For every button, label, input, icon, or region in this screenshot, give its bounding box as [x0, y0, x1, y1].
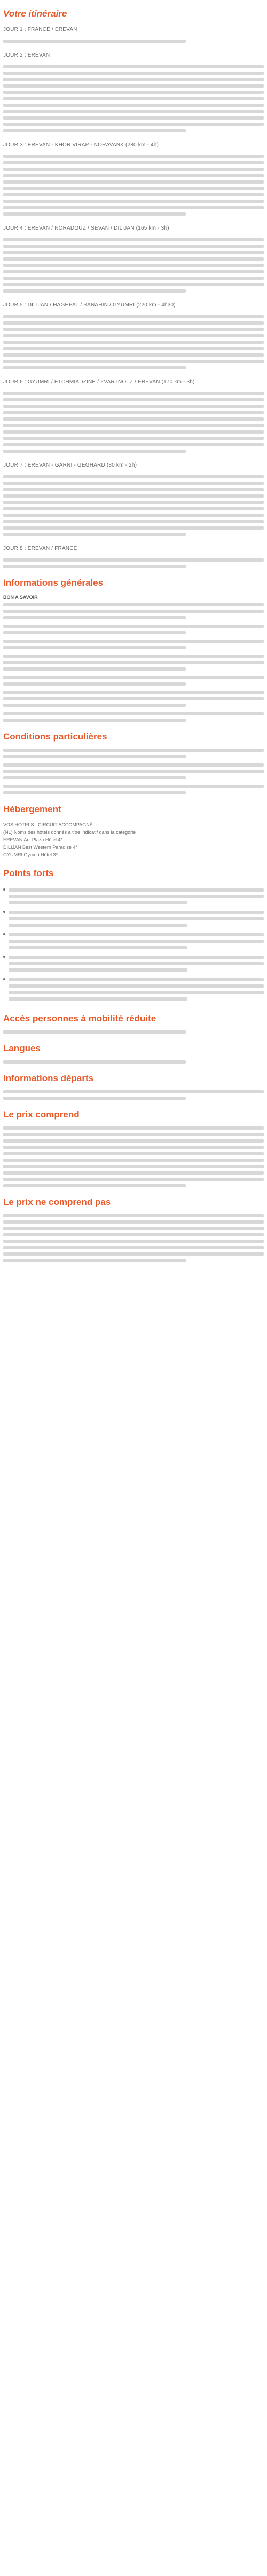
hotel-line: (NL) Noms des hôtels donnés à titre indicatif dans la catégorie	[3, 830, 136, 835]
description-line	[3, 526, 264, 530]
description-line	[3, 411, 264, 414]
text-line	[3, 1060, 186, 1064]
description-line	[3, 270, 264, 273]
description-line	[3, 174, 264, 177]
accessibility-text	[3, 1030, 264, 1034]
text-line	[3, 682, 186, 686]
bullet-icon	[3, 956, 5, 958]
bullet-icon	[3, 911, 5, 913]
text-line	[3, 1159, 264, 1162]
text-line	[9, 956, 264, 959]
general-info-paragraph	[3, 655, 264, 671]
description-line	[3, 450, 186, 453]
text-line	[3, 770, 264, 773]
page	[0, 0, 267, 1270]
text-line	[9, 924, 187, 927]
description-line	[3, 97, 264, 100]
description-line	[3, 72, 264, 75]
itinerary-day	[3, 546, 264, 568]
text-line	[3, 712, 264, 715]
description-line	[3, 341, 264, 344]
departures-text	[3, 1090, 264, 1100]
text-line	[9, 933, 264, 936]
conditions-paragraph	[3, 763, 264, 779]
text-line	[9, 991, 264, 994]
description-line	[3, 257, 264, 261]
bullet-icon	[3, 888, 5, 891]
text-line	[3, 749, 264, 752]
description-line	[3, 40, 186, 43]
day-description	[3, 238, 264, 293]
description-line	[3, 129, 186, 132]
conditions-paragraph	[3, 785, 264, 794]
languages-text	[3, 1060, 264, 1064]
text-line	[9, 917, 264, 920]
text-line	[9, 997, 187, 1001]
point-fort-item	[3, 975, 264, 1004]
text-line	[3, 1171, 264, 1175]
day-title: JOUR 1 : FRANCE / EREVAN	[3, 27, 77, 33]
hotel-line: GYUMRI Gyumri Hôtel 3*	[3, 852, 58, 857]
general-info-paragraph	[3, 712, 264, 722]
bullet-icon	[3, 933, 5, 935]
text-line	[9, 946, 187, 949]
description-line	[3, 443, 264, 446]
itinerary-day	[3, 225, 264, 293]
description-line	[3, 328, 264, 331]
description-line	[3, 565, 186, 568]
text-line	[9, 984, 264, 988]
itinerary-title: Votre itinéraire	[3, 9, 67, 19]
hebergement-title: Hébergement	[3, 804, 61, 814]
day-title: JOUR 4 : EREVAN / NORADOUZ / SEVAN / DILIJAN (165 km - 3h)	[3, 225, 169, 231]
price-includes-title: Le prix comprend	[3, 1109, 80, 1120]
accessibility-title: Accès personnes à mobilité réduite	[3, 1013, 156, 1023]
text-line	[9, 968, 187, 972]
description-line	[3, 321, 264, 325]
text-line	[3, 1133, 264, 1136]
hotel-line: EREVAN Ani Plaza Hôtel 4*	[3, 837, 62, 842]
text-line	[3, 1246, 264, 1249]
day-description	[3, 558, 264, 568]
text-line	[3, 755, 186, 758]
point-fort-item	[3, 908, 264, 930]
text-line	[3, 1139, 264, 1143]
points-forts-list	[3, 885, 264, 1004]
info-section	[3, 578, 264, 1262]
text-line	[3, 1030, 186, 1034]
hotel-line: VOS HOTELS : CIRCUIT ACCOMPAGNÉ	[3, 822, 93, 828]
description-line	[3, 283, 264, 286]
text-line	[3, 719, 186, 722]
point-fort-text	[9, 885, 264, 908]
text-line	[9, 901, 187, 904]
text-line	[9, 940, 264, 943]
text-line	[3, 1184, 186, 1187]
text-line	[3, 1126, 264, 1130]
point-fort-item	[3, 952, 264, 975]
description-line	[3, 353, 264, 357]
description-line	[3, 91, 264, 94]
description-line	[3, 417, 264, 421]
itinerary-days	[3, 27, 264, 568]
day-description	[3, 65, 264, 132]
text-line	[3, 1220, 264, 1224]
text-line	[3, 610, 264, 613]
text-line	[3, 667, 186, 671]
day-description	[3, 155, 264, 216]
general-info-paragraph	[3, 625, 264, 634]
description-line	[3, 65, 264, 68]
point-fort-text	[9, 952, 264, 975]
text-line	[3, 785, 264, 788]
description-line	[3, 475, 264, 478]
text-line	[3, 1227, 264, 1230]
day-description	[3, 392, 264, 453]
text-line	[3, 1097, 186, 1100]
text-line	[3, 1146, 264, 1149]
description-line	[3, 507, 264, 510]
description-line	[3, 488, 264, 491]
price-excludes-title: Le prix ne comprend pas	[3, 1197, 111, 1207]
description-line	[3, 264, 264, 267]
bon-a-savoir-label: BON A SAVOIR	[3, 595, 38, 600]
description-line	[3, 78, 264, 81]
day-title: JOUR 3 : EREVAN - KHOR VIRAP - NORAVANK (280 km - 4h)	[3, 142, 159, 148]
general-info-paragraph	[3, 691, 264, 707]
description-line	[3, 347, 264, 350]
point-fort-text	[9, 908, 264, 930]
bullet-icon	[3, 978, 5, 980]
price-includes-list	[3, 1126, 264, 1187]
general-info-paragraph	[3, 640, 264, 649]
languages-title: Langues	[3, 1043, 41, 1053]
description-line	[3, 392, 264, 395]
text-line	[3, 1090, 264, 1093]
departures-title: Informations départs	[3, 1073, 94, 1083]
description-line	[3, 558, 264, 562]
description-line	[3, 289, 186, 293]
description-line	[3, 520, 264, 523]
text-line	[9, 978, 264, 981]
description-line	[3, 200, 264, 203]
description-line	[3, 366, 186, 369]
description-line	[3, 212, 186, 216]
description-line	[3, 123, 264, 126]
description-line	[3, 277, 264, 280]
text-line	[3, 1214, 264, 1217]
day-description	[3, 40, 264, 43]
description-line	[3, 206, 264, 209]
text-line	[3, 691, 264, 694]
text-line	[3, 631, 186, 634]
text-line	[3, 676, 264, 679]
point-fort-item	[3, 885, 264, 908]
text-line	[3, 1165, 264, 1168]
text-line	[3, 1240, 264, 1243]
text-line	[3, 646, 186, 649]
description-line	[3, 245, 264, 248]
description-line	[3, 193, 264, 196]
text-line	[3, 655, 264, 658]
description-line	[3, 161, 264, 164]
description-line	[3, 437, 264, 440]
description-line	[3, 494, 264, 498]
text-line	[3, 763, 264, 767]
general-info-title: Informations générales	[3, 578, 104, 588]
description-line	[3, 116, 264, 120]
itinerary-day	[3, 302, 264, 369]
day-title: JOUR 8 : EREVAN / FRANCE	[3, 546, 77, 552]
point-fort-text	[9, 930, 264, 952]
day-title: JOUR 2 : EREVAN	[3, 52, 50, 58]
text-line	[3, 640, 264, 643]
itinerary-day	[3, 142, 264, 216]
hebergement-list	[3, 821, 264, 858]
day-title: JOUR 5 : DILIJAN / HAGHPAT / SANAHIN / GYUMRI (220 km - 4h30)	[3, 302, 176, 308]
text-line	[3, 1252, 264, 1256]
text-line	[3, 625, 264, 628]
description-line	[3, 238, 264, 241]
text-line	[3, 697, 264, 700]
description-line	[3, 405, 264, 408]
general-info-paragraph	[3, 603, 264, 619]
general-info-paragraph	[3, 676, 264, 686]
text-line	[3, 1152, 264, 1155]
day-title: JOUR 6 : GYUMRI / ETCHMIADZINE / ZVARTNOTZ / EREVAN (170 km - 3h)	[3, 379, 195, 385]
text-line	[3, 603, 264, 606]
description-line	[3, 110, 264, 113]
text-line	[3, 661, 264, 664]
description-line	[3, 315, 264, 318]
description-line	[3, 514, 264, 517]
description-line	[3, 251, 264, 254]
text-line	[9, 911, 264, 914]
description-line	[3, 482, 264, 485]
point-fort-text	[9, 975, 264, 1004]
itinerary-day	[3, 379, 264, 453]
price-excludes-list	[3, 1214, 264, 1262]
points-forts-title: Points forts	[3, 868, 54, 878]
description-line	[3, 187, 264, 190]
description-line	[3, 104, 264, 107]
day-description	[3, 315, 264, 369]
description-line	[3, 334, 264, 337]
point-fort-item	[3, 930, 264, 952]
itinerary-day	[3, 52, 264, 132]
day-description	[3, 475, 264, 536]
text-line	[3, 704, 186, 707]
text-line	[3, 791, 186, 794]
hotel-line: DILIJAN Best Western Paradise 4*	[3, 845, 77, 850]
text-line	[9, 895, 264, 898]
text-line	[3, 776, 186, 779]
description-line	[3, 430, 264, 434]
text-line	[3, 1233, 264, 1236]
text-line	[9, 888, 264, 892]
day-title: JOUR 7 : EREVAN - GARNI - GEGHARD (80 km - 2h)	[3, 462, 137, 468]
description-line	[3, 180, 264, 184]
text-line	[9, 962, 264, 965]
text-line	[3, 616, 186, 619]
text-line	[3, 1178, 264, 1181]
conditions-title: Conditions particulières	[3, 731, 107, 742]
description-line	[3, 360, 264, 363]
description-line	[3, 398, 264, 401]
description-line	[3, 501, 264, 504]
text-line	[3, 1259, 186, 1262]
conditions-paragraph	[3, 749, 264, 758]
description-line	[3, 84, 264, 88]
itinerary-day	[3, 27, 264, 43]
itinerary-day	[3, 462, 264, 536]
description-line	[3, 168, 264, 171]
description-line	[3, 424, 264, 427]
description-line	[3, 533, 186, 536]
description-line	[3, 155, 264, 158]
